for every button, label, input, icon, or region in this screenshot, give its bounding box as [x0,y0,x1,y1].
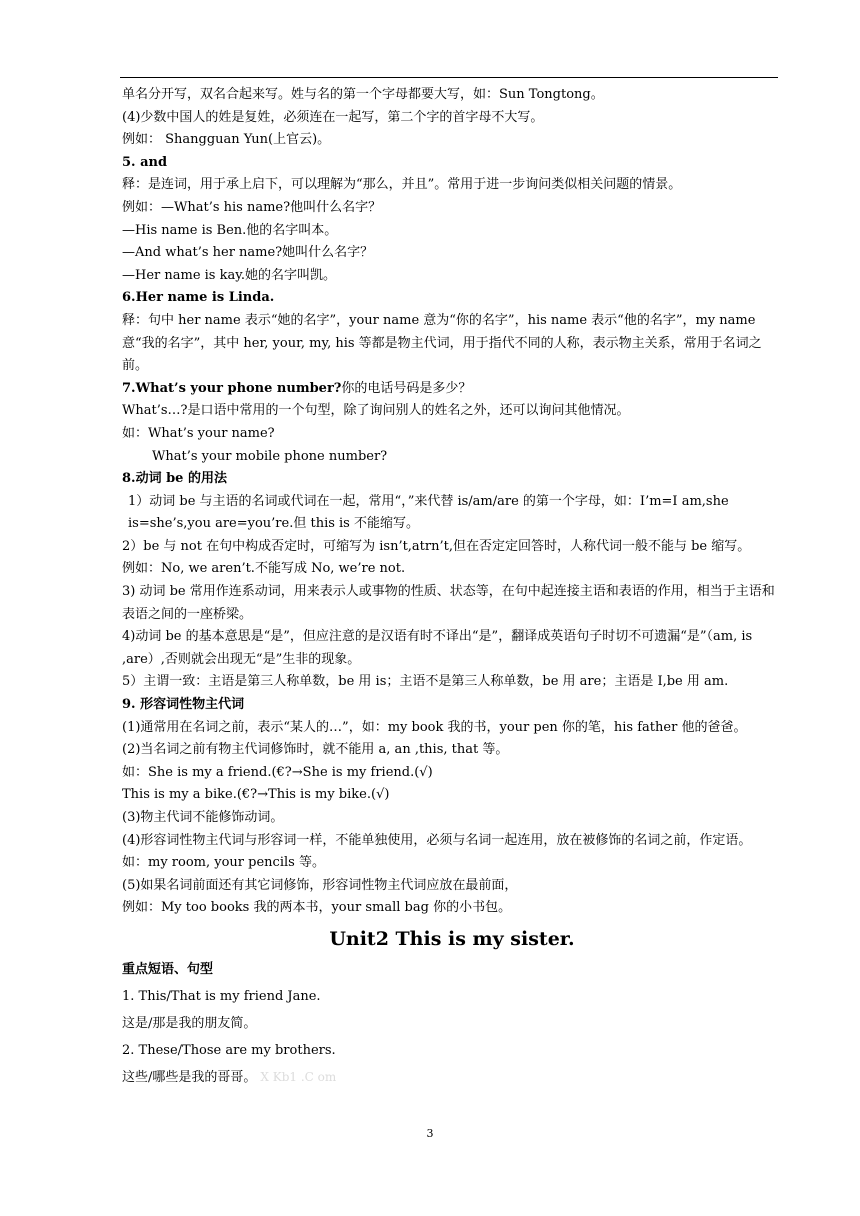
text-paragraph: 3) 动词 be 常用作连系动词，用来表示人或事物的性质、状态等，在句中起连接主语和表语的作用，相当于主语和表语之间的一座桥梁。 [122,584,775,622]
page-number: 3 [426,1127,434,1140]
text-paragraph: 2）be 与 not 在句中构成否定时，可缩写为 isn’t,atrn’t,但在否定定回答时，人称代词一般不能与 be 缩写。 [122,538,751,554]
text-line: (5)如果名词前面还有其它词修饰，形容词性物主代词应放在最前面， [122,877,518,893]
text-line: 释：是连词，用于承上启下，可以理解为“那么，并且”。常用于进一步询问类似相关问题的情景。 [122,177,682,193]
text-line: 例如：—What’s his name?他叫什么名字？ [122,199,382,215]
text-line: 1. This/That is my friend Jane. [122,988,321,1004]
text-line: 如：What’s your name? [122,425,275,441]
text-paragraph: 释：句中 her name 表示“她的名字”，your name 意为“你的名字”，his name 表示“他的名字”，my name 意“我的名字”，其中 her, your, my, his 等都是物主代词，用于指代不同的人称，表示物主关系，常用于名词之前。 [122,312,762,374]
text-line: 例如： Shangguan Yun(上官云)。 [122,132,331,148]
section-heading [122,378,782,401]
text-line: What’s…?是口语中常用的一个句型，除了询问别人的姓名之外，还可以询问其他情况。 [122,403,630,419]
text-line: (3)物主代词不能修饰动词。 [122,810,284,825]
text-paragraph: 1）动词 be 与主语的名词或代词在一起，常用“，”来代替 is/am/are 的第一个字母，如：I’m=I am,she is=she’s,you are=you’re.但 this is 不能缩写。 [128,493,729,532]
text-line: 这是/那是我的朋友简。 [122,1015,257,1031]
subsection-heading: 重点短语、句型 [122,961,214,977]
text-line [122,1064,782,1091]
heading-text: 6.Her name is Linda. [122,290,275,306]
header-rule [120,77,778,78]
section-heading [122,152,782,175]
text-paragraph: (4)形容词性物主代词与形容词一样，不能单独使用，必须与名词一起连用，放在被修饰的名词之前，作定语。 [122,832,752,848]
heading-text: 7.What’s your phone number? [122,380,342,396]
text-line: This is my a bike.(€?→This is my bike.(√) [122,787,390,803]
text-line: (1)通常用在名词之前，表示“某人的…”，如：my book 我的书，your pen 你的笔，his father 他的爸爸。 [122,719,747,735]
text-line: 2. These/Those are my brothers. [122,1042,336,1058]
text-line: 如：my room, your pencils 等。 [122,855,325,871]
section-heading [122,468,782,491]
section-heading [122,694,782,717]
text-line: What’s your mobile phone number? [152,448,388,464]
text-line: (4)少数中国人的姓是复姓，必须连在一起写，第二个字的首字母不大写。 [122,109,544,125]
text-line: 5）主谓一致：主语是第三人称单数，be 用 is；主语不是第三人称单数，be 用 are；主语是 I,be 用 am. [122,674,729,690]
text-line: —Her name is kay.她的名字叫凯。 [122,267,336,283]
text-line: 例如：My too books 我的两本书，your small bag 你的小书包。 [122,900,512,916]
watermark: X Kb1 .C om [260,1069,337,1084]
document-body [122,84,782,1091]
text-line: 例如：No, we aren’t.不能写成 No, we’re not. [122,561,406,577]
heading-translation: 你的电话号码是多少？ [341,380,472,396]
heading-text: 5. and [122,154,168,170]
text-line: —And what’s her name?她叫什么名字？ [122,245,374,261]
text-line: 如：She is my a friend.(€?→She is my friend.(√) [122,764,433,780]
section-heading [122,287,782,310]
line-text: 这些/哪些是我的哥哥。 [122,1069,257,1085]
heading-text: 8.动词 be 的用法 [122,471,227,487]
text-line: 单名分开写，双名合起来写。姓与名的第一个字母都要大写，如：Sun Tongtong。 [122,87,604,102]
text-paragraph: 4)动词 be 的基本意思是“是”，但应注意的是汉语有时不译出“是”，翻译成英语句子时切不可遗漏“是”（am, is ,are）,否则就会出现无“是”生非的现象。 [122,629,753,667]
text-line: (2)当名词之前有物主代词修饰时，就不能用 a, an ,this, that 等。 [122,742,509,758]
text-line: —His name is Ben.他的名字叫本。 [122,222,338,238]
heading-text: 9. 形容词性物主代词 [122,697,245,713]
unit-title: Unit2 This is my sister. [329,927,575,950]
